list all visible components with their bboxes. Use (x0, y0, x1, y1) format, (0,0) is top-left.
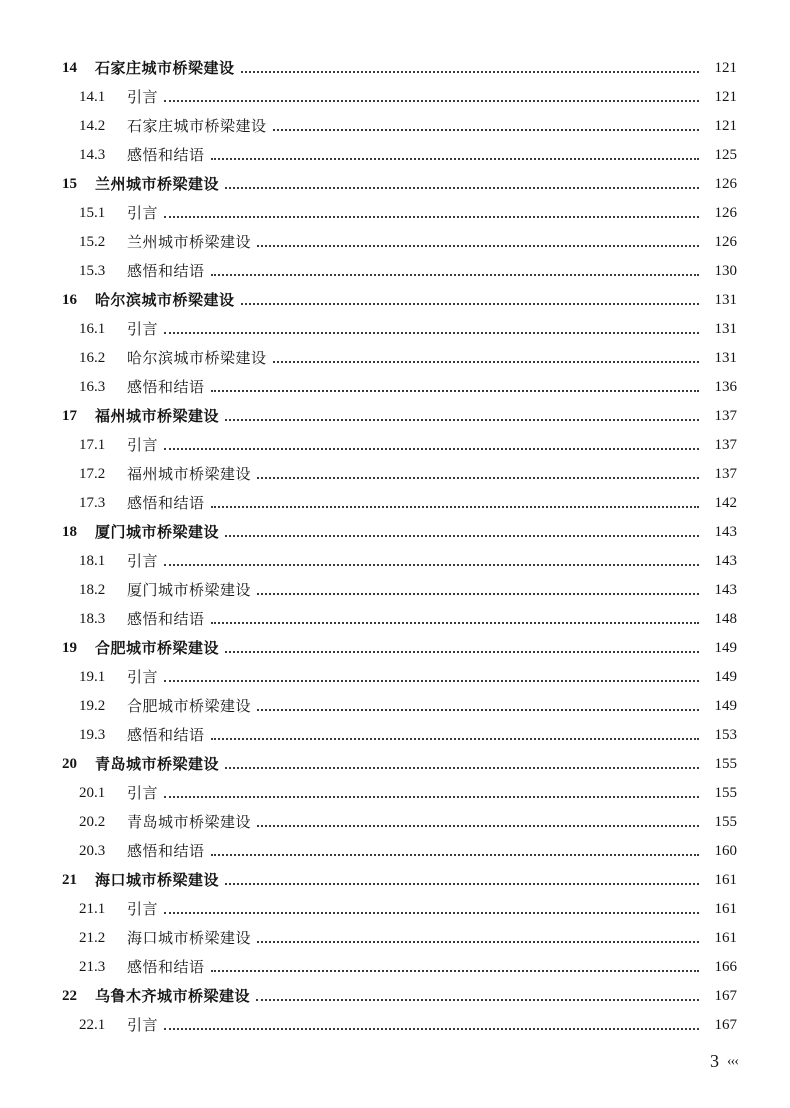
entry-page-number: 126 (714, 176, 737, 192)
entry-page-number: 125 (714, 147, 737, 163)
entry-page-number: 142 (714, 495, 737, 511)
dot-leader (257, 245, 699, 247)
chevron-marks-icon: ‹‹‹ (727, 1053, 738, 1069)
entry-number: 21.1 (79, 901, 106, 917)
entry-title: 感悟和结语 (127, 842, 205, 860)
dot-leader (225, 883, 699, 885)
dot-leader (164, 796, 699, 798)
entry-title: 感悟和结语 (127, 262, 205, 280)
dot-leader (164, 100, 699, 102)
entry-title: 感悟和结语 (127, 726, 205, 744)
dot-leader (241, 71, 699, 73)
dot-leader (257, 593, 699, 595)
toc-section-entry[interactable] (0, 228, 737, 257)
entry-page-number: 161 (714, 901, 737, 917)
dot-leader (225, 419, 699, 421)
entry-title: 福州城市桥梁建设 (95, 407, 220, 425)
entry-page-number: 137 (714, 408, 737, 424)
entry-title: 石家庄城市桥梁建设 (95, 59, 235, 77)
entry-number: 14.3 (79, 147, 106, 163)
entry-page-number: 131 (714, 292, 737, 308)
entry-title: 引言 (127, 784, 159, 802)
dot-leader (225, 187, 699, 189)
dot-leader (257, 709, 699, 711)
entry-title: 哈尔滨城市桥梁建设 (127, 349, 267, 367)
entry-number: 17.1 (79, 437, 106, 453)
toc-section-entry[interactable] (0, 663, 737, 692)
dot-leader (164, 680, 699, 682)
entry-page-number: 167 (714, 1017, 737, 1033)
entry-title: 引言 (127, 320, 159, 338)
toc-section-entry[interactable] (0, 779, 737, 808)
dot-leader (211, 274, 699, 276)
entry-number: 14.2 (79, 118, 106, 134)
entry-number: 22.1 (79, 1017, 106, 1033)
toc-section-entry[interactable] (0, 315, 737, 344)
entry-title: 青岛城市桥梁建设 (95, 755, 220, 773)
entry-page-number: 149 (714, 698, 737, 714)
entry-number: 15.1 (79, 205, 106, 221)
entry-number: 19.1 (79, 669, 106, 685)
entry-title: 引言 (127, 204, 159, 222)
dot-leader (273, 129, 699, 131)
toc-chapter-entry[interactable] (0, 750, 737, 779)
entry-number: 19.3 (79, 727, 106, 743)
entry-page-number: 148 (714, 611, 737, 627)
entry-page-number: 130 (714, 263, 737, 279)
toc-chapter-entry[interactable] (0, 982, 737, 1011)
entry-title: 感悟和结语 (127, 378, 205, 396)
entry-page-number: 137 (714, 466, 737, 482)
entry-number: 22 (62, 988, 77, 1004)
toc-section-entry[interactable] (0, 605, 737, 634)
entry-title: 福州城市桥梁建设 (127, 465, 252, 483)
page-number: 3 (710, 1051, 719, 1071)
toc-section-entry[interactable] (0, 83, 737, 112)
entry-title: 感悟和结语 (127, 494, 205, 512)
entry-title: 引言 (127, 900, 159, 918)
dot-leader (211, 854, 699, 856)
dot-leader (164, 1028, 699, 1030)
toc-section-entry[interactable] (0, 257, 737, 286)
dot-leader (164, 332, 699, 334)
entry-number: 18.3 (79, 611, 106, 627)
entry-title: 厦门城市桥梁建设 (127, 581, 252, 599)
dot-leader (164, 448, 699, 450)
toc-section-entry[interactable] (0, 460, 737, 489)
dot-leader (211, 738, 699, 740)
dot-leader (164, 564, 699, 566)
entry-title: 合肥城市桥梁建设 (95, 639, 220, 657)
entry-number: 18.1 (79, 553, 106, 569)
entry-page-number: 143 (714, 582, 737, 598)
entry-page-number: 153 (714, 727, 737, 743)
dot-leader (257, 825, 699, 827)
entry-number: 16 (62, 292, 77, 308)
entry-page-number: 121 (714, 60, 737, 76)
entry-title: 合肥城市桥梁建设 (127, 697, 252, 715)
entry-page-number: 126 (714, 205, 737, 221)
toc-section-entry[interactable] (0, 373, 737, 402)
dot-leader (273, 361, 699, 363)
dot-leader (225, 651, 699, 653)
toc-section-entry[interactable] (0, 141, 737, 170)
dot-leader (211, 622, 699, 624)
entry-number: 15.2 (79, 234, 106, 250)
dot-leader (211, 158, 699, 160)
entry-number: 17.2 (79, 466, 106, 482)
entry-page-number: 160 (714, 843, 737, 859)
dot-leader (225, 535, 699, 537)
entry-title: 感悟和结语 (127, 610, 205, 628)
entry-title: 青岛城市桥梁建设 (127, 813, 252, 831)
entry-page-number: 161 (714, 872, 737, 888)
entry-number: 21 (62, 872, 77, 888)
entry-page-number: 121 (714, 89, 737, 105)
entry-title: 乌鲁木齐城市桥梁建设 (95, 987, 251, 1005)
entry-page-number: 137 (714, 437, 737, 453)
toc-section-entry[interactable] (0, 344, 737, 373)
toc-section-entry[interactable] (0, 547, 737, 576)
entry-title: 海口城市桥梁建设 (127, 929, 252, 947)
toc-section-entry[interactable] (0, 808, 737, 837)
entry-number: 14 (62, 60, 77, 76)
toc-section-entry[interactable] (0, 895, 737, 924)
entry-number: 18.2 (79, 582, 106, 598)
entry-number: 17.3 (79, 495, 106, 511)
dot-leader (257, 477, 699, 479)
entry-title: 引言 (127, 1016, 159, 1034)
entry-page-number: 161 (714, 930, 737, 946)
entry-page-number: 143 (714, 553, 737, 569)
entry-number: 17 (62, 408, 77, 424)
entry-page-number: 136 (714, 379, 737, 395)
entry-page-number: 131 (714, 350, 737, 366)
entry-number: 20 (62, 756, 77, 772)
toc-chapter-entry[interactable] (0, 402, 737, 431)
toc-section-entry[interactable] (0, 431, 737, 460)
toc-chapter-entry[interactable] (0, 170, 737, 199)
dot-leader (225, 767, 699, 769)
entry-number: 15.3 (79, 263, 106, 279)
dot-leader (256, 999, 699, 1001)
entry-title: 感悟和结语 (127, 146, 205, 164)
toc-section-entry[interactable] (0, 489, 737, 518)
entry-title: 厦门城市桥梁建设 (95, 523, 220, 541)
toc-section-entry[interactable] (0, 112, 737, 141)
dot-leader (241, 303, 699, 305)
entry-page-number: 149 (714, 640, 737, 656)
toc-chapter-entry[interactable] (0, 518, 737, 547)
entry-page-number: 126 (714, 234, 737, 250)
entry-page-number: 131 (714, 321, 737, 337)
toc-section-entry[interactable] (0, 721, 737, 750)
entry-page-number: 149 (714, 669, 737, 685)
entry-number: 16.3 (79, 379, 106, 395)
toc-section-entry[interactable] (0, 1011, 737, 1040)
dot-leader (164, 216, 699, 218)
toc-section-entry[interactable] (0, 837, 737, 866)
toc-chapter-entry[interactable] (0, 634, 737, 663)
entry-page-number: 166 (714, 959, 737, 975)
entry-page-number: 155 (714, 814, 737, 830)
entry-number: 16.1 (79, 321, 106, 337)
dot-leader (211, 390, 699, 392)
entry-number: 20.1 (79, 785, 106, 801)
entry-title: 引言 (127, 552, 159, 570)
entry-number: 14.1 (79, 89, 106, 105)
toc-chapter-entry[interactable] (0, 286, 737, 315)
entry-title: 兰州城市桥梁建设 (95, 175, 220, 193)
entry-title: 感悟和结语 (127, 958, 205, 976)
entry-number: 15 (62, 176, 77, 192)
table-of-contents (0, 54, 790, 1040)
entry-number: 16.2 (79, 350, 106, 366)
toc-section-entry[interactable] (0, 576, 737, 605)
toc-section-entry[interactable] (0, 924, 737, 953)
entry-page-number: 167 (714, 988, 737, 1004)
entry-page-number: 155 (714, 756, 737, 772)
toc-chapter-entry[interactable] (0, 54, 737, 83)
entry-number: 21.3 (79, 959, 106, 975)
dot-leader (257, 941, 699, 943)
entry-page-number: 155 (714, 785, 737, 801)
toc-section-entry[interactable] (0, 199, 737, 228)
entry-title: 引言 (127, 88, 159, 106)
entry-number: 18 (62, 524, 77, 540)
entry-title: 兰州城市桥梁建设 (127, 233, 252, 251)
toc-section-entry[interactable] (0, 953, 737, 982)
entry-page-number: 143 (714, 524, 737, 540)
entry-number: 19 (62, 640, 77, 656)
dot-leader (211, 506, 699, 508)
entry-number: 21.2 (79, 930, 106, 946)
entry-number: 20.2 (79, 814, 106, 830)
toc-chapter-entry[interactable] (0, 866, 737, 895)
dot-leader (211, 970, 699, 972)
entry-number: 20.3 (79, 843, 106, 859)
entry-number: 19.2 (79, 698, 106, 714)
toc-section-entry[interactable] (0, 692, 737, 721)
entry-page-number: 121 (714, 118, 737, 134)
dot-leader (164, 912, 699, 914)
entry-title: 石家庄城市桥梁建设 (127, 117, 267, 135)
entry-title: 引言 (127, 436, 159, 454)
entry-title: 海口城市桥梁建设 (95, 871, 220, 889)
entry-title: 引言 (127, 668, 159, 686)
page-footer (710, 1051, 738, 1072)
entry-title: 哈尔滨城市桥梁建设 (95, 291, 235, 309)
